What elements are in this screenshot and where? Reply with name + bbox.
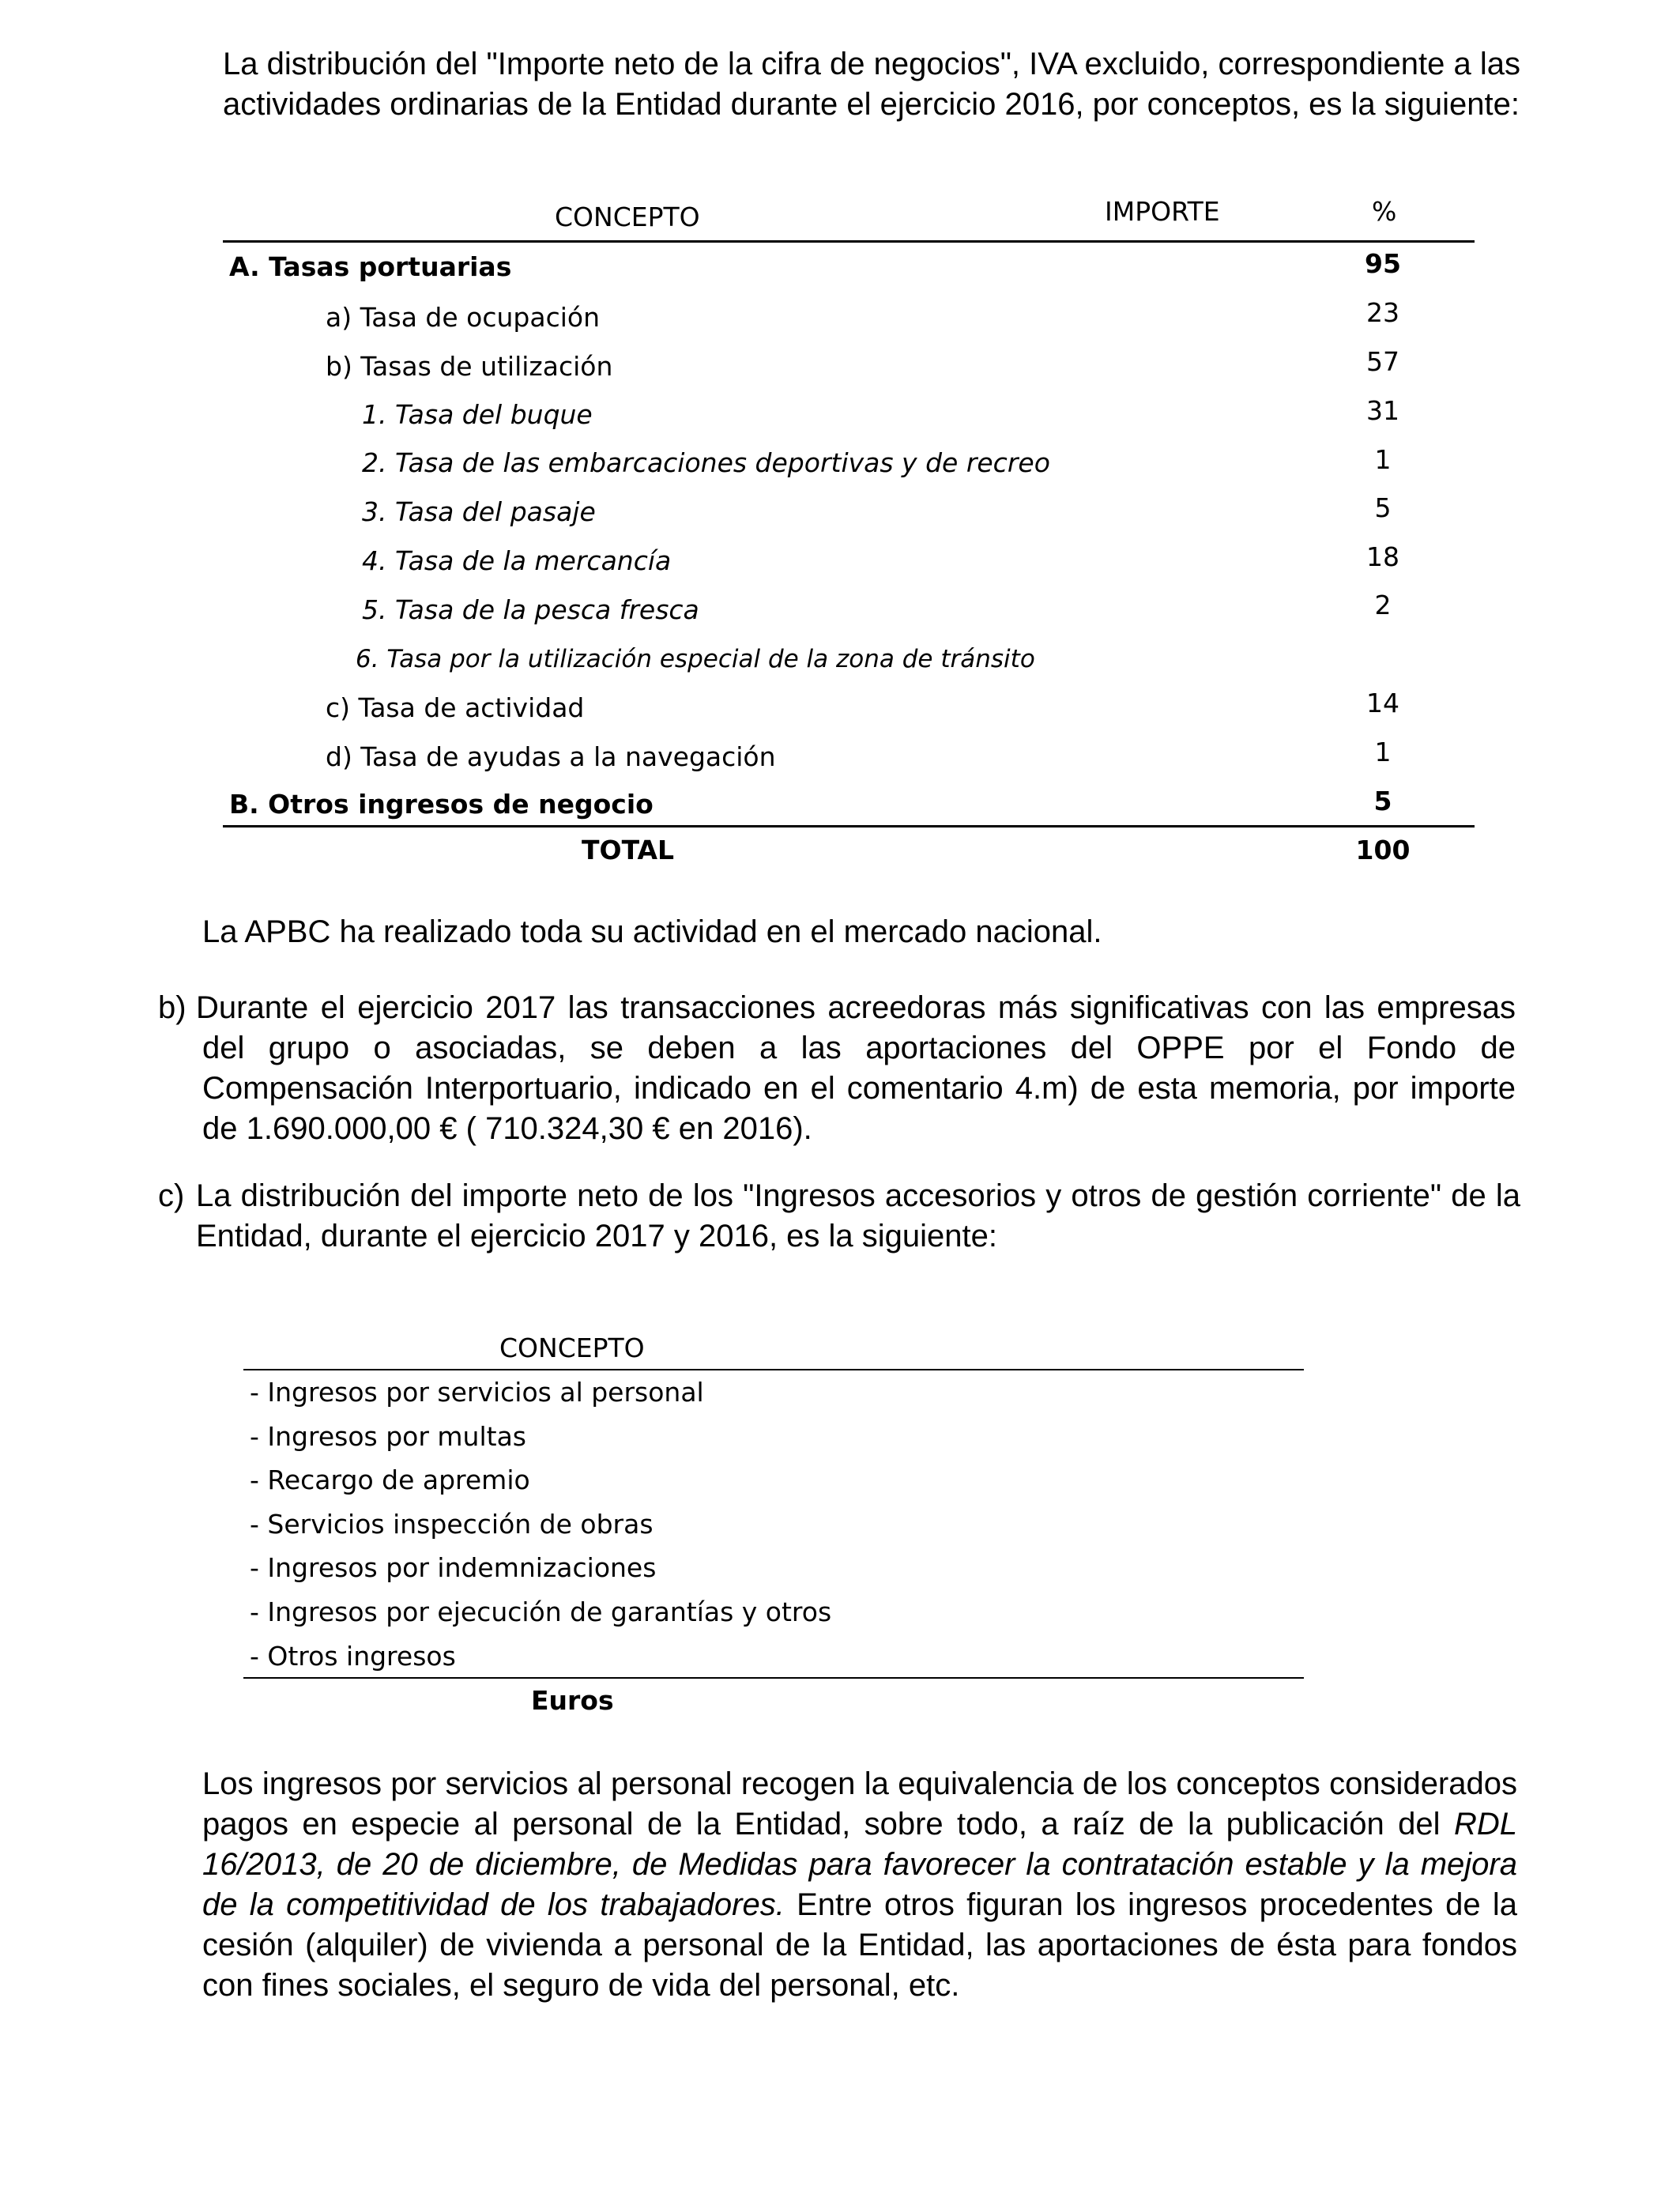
table-row-pct: 57	[1366, 346, 1399, 377]
table-row-label: d) Tasa de ayudas a la navegación	[326, 741, 776, 772]
table-row-label: A. Tasas portuarias	[229, 251, 512, 282]
table-row-label: - Recargo de apremio	[250, 1465, 530, 1495]
final-paragraph	[202, 1764, 1517, 2006]
table-row-label: - Ingresos por ejecución de garantías y otros	[250, 1596, 832, 1627]
final-paragraph-italic: RDL 16/2013, de 20 de diciembre, de Medidas para favorecer la contratación estable y la mejora de la competitividad de los trabajadores.	[202, 1807, 1517, 1922]
table-row-label: 3. Tasa del pasaje	[362, 496, 596, 527]
table1-header-importe: IMPORTE	[1105, 196, 1220, 227]
table-row-label: 2. Tasa de las embarcaciones deportivas y de recreo	[362, 447, 1050, 478]
table-row-pct: 95	[1365, 248, 1401, 279]
table-row-label: - Otros ingresos	[250, 1641, 456, 1672]
table-row-label: - Servicios inspección de obras	[250, 1509, 654, 1540]
table-row-pct: 1	[1374, 444, 1392, 475]
table1-header-pct: %	[1372, 196, 1397, 227]
table2-total-label: Euros	[531, 1685, 614, 1716]
table-row-pct: 1	[1374, 737, 1392, 767]
table-row-pct: 14	[1366, 688, 1399, 718]
table1-header-rule	[223, 240, 1475, 243]
paragraph-c-text: La distribución del importe neto de los "Ingresos accesorios y otros de gestión corriente" de la Entidad, durante el ejercicio 2017 y 2016, es la siguiente:	[196, 1178, 1520, 1253]
paragraph-b-marker: b)	[158, 990, 186, 1025]
table1-total-label: TOTAL	[582, 835, 675, 865]
table-row-pct: 2	[1374, 590, 1392, 620]
table2-header-concepto: CONCEPTO	[499, 1333, 645, 1363]
table-row-label: 4. Tasa de la mercancía	[362, 545, 672, 576]
table2-header-rule	[243, 1369, 1304, 1370]
table-row-label: c) Tasa de actividad	[326, 692, 585, 723]
table-row-pct: 31	[1366, 395, 1399, 426]
table-row-label: 6. Tasa por la utilización especial de la zona de tránsito	[356, 645, 1035, 673]
table-row-label: 1. Tasa del buque	[362, 399, 593, 430]
table1-header-concepto: CONCEPTO	[555, 202, 700, 232]
table-row-label: 5. Tasa de la pesca fresca	[362, 594, 699, 625]
table1-total-rule	[223, 825, 1475, 827]
table-row-label: - Ingresos por servicios al personal	[250, 1377, 704, 1408]
paragraph-b-text: Durante el ejercicio 2017 las transacciones acreedoras más significativas con las empresas del grupo o asociadas, se deben a las aportaciones del OPPE por el Fondo de Compensación Interportuario, indicado en el comentario 4.m) de esta memoria, por importe de 1.690.000,00 € ( 710.324,30 € en 2016).	[196, 990, 1516, 1146]
table2-total-rule	[243, 1677, 1304, 1679]
table-row-label: - Ingresos por multas	[250, 1421, 526, 1452]
table-row-pct: 5	[1374, 492, 1392, 523]
table-row-label: B. Otros ingresos de negocio	[229, 789, 654, 820]
intro-paragraph: La distribución del "Importe neto de la cifra de negocios", IVA excluido, correspondiente a las actividades ordinarias de la Entidad durante el ejercicio 2016, por conceptos, es la siguiente:	[223, 47, 1520, 122]
table-row-label: b) Tasas de utilización	[326, 351, 613, 382]
table-row-pct: 18	[1366, 541, 1399, 572]
table1-total-pct: 100	[1355, 835, 1411, 865]
table-row-label: - Ingresos por indemnizaciones	[250, 1552, 657, 1583]
apbc-activity-text: La APBC ha realizado toda su actividad en el mercado nacional.	[202, 914, 1102, 949]
table-row-pct: 23	[1366, 297, 1399, 328]
table-row-pct: 5	[1373, 786, 1392, 816]
table-row-label: a) Tasa de ocupación	[326, 302, 600, 333]
paragraph-c-marker: c)	[158, 1178, 185, 1213]
final-paragraph-part2: Entre otros figuran los ingresos procedentes de la cesión (alquiler) de vivienda a personal de la Entidad, las aportaciones de ésta para fondos con fines sociales, el seguro de vida del personal, etc.	[202, 1887, 1517, 2003]
final-paragraph-part1: Los ingresos por servicios al personal recogen la equivalencia de los conceptos considerados pagos en especie al personal de la Entidad, sobre todo, a raíz de la publicación del	[202, 1766, 1517, 1842]
